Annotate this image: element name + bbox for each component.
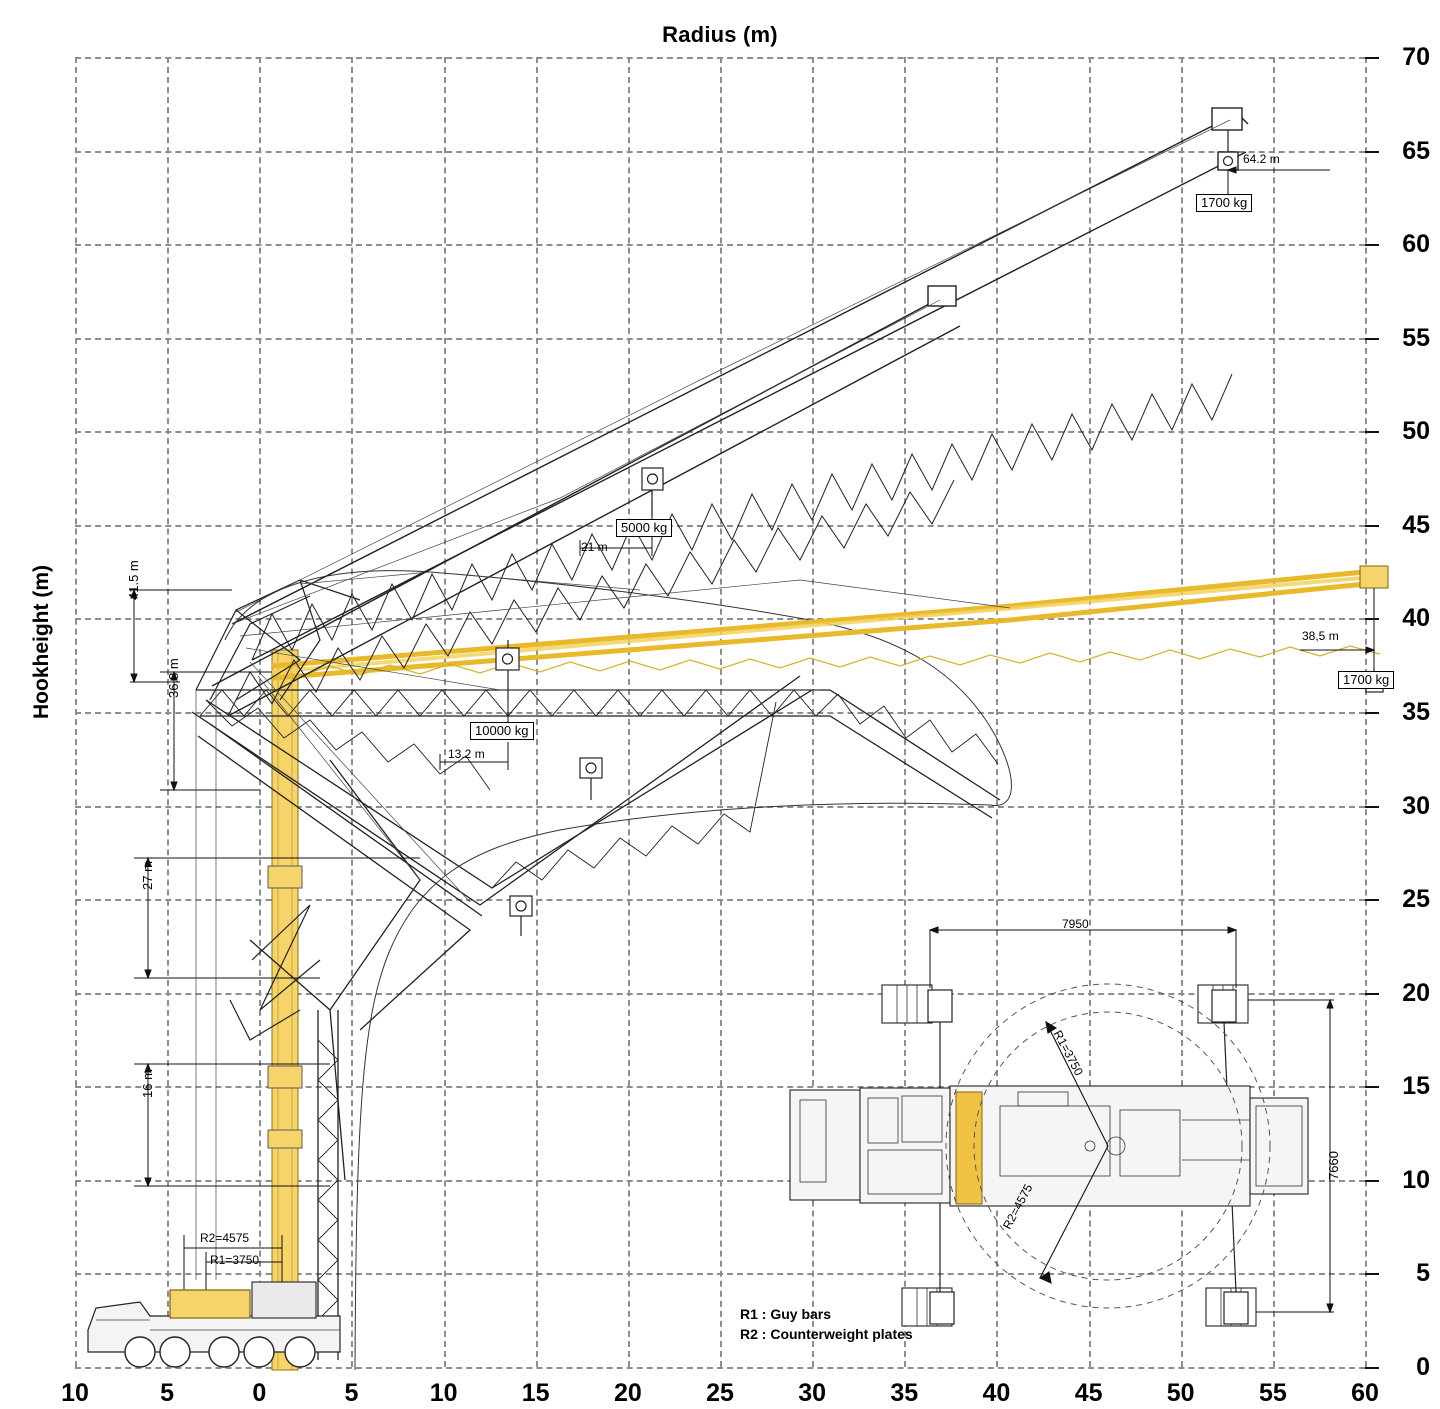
hook-lower-b	[510, 896, 532, 936]
y-tick-60: 60	[1402, 230, 1430, 259]
plan-r2-label: R2=4575	[1000, 1181, 1036, 1232]
y-tick-50: 50	[1402, 417, 1430, 446]
y-tick-10: 10	[1402, 1165, 1430, 1194]
plan-r1-label: R1=3750	[1050, 1028, 1087, 1078]
x-tick-15: 15	[521, 1379, 550, 1407]
hook-lower-a	[580, 758, 602, 800]
x-tick-30: 30	[798, 1379, 826, 1407]
callout-hookheight-64: 64.2 m	[1243, 152, 1280, 166]
y-tick-5: 5	[1416, 1259, 1430, 1288]
x-tick-20: 20	[613, 1379, 642, 1407]
x-tick-n5: 5	[160, 1379, 175, 1407]
y-tick-30: 30	[1402, 791, 1430, 820]
hook-10000	[496, 640, 519, 700]
x-tick-35: 35	[890, 1379, 919, 1407]
dimension-27m: 27 m	[140, 861, 155, 890]
y-tick-45: 45	[1402, 510, 1430, 539]
dimension-41-5m: 41.5 m	[126, 560, 141, 600]
y-axis-label: Hookheight (m)	[30, 565, 53, 719]
legend-line-r2: R2 : Counterweight plates	[740, 1326, 913, 1342]
y-tick-70: 70	[1402, 43, 1430, 71]
y-tick-40: 40	[1402, 604, 1430, 633]
lattice-boom-steep	[232, 108, 1248, 660]
y-tick-20: 20	[1402, 978, 1430, 1007]
plan-width-dimension: 7950	[1062, 917, 1089, 931]
y-tick-35: 35	[1402, 698, 1430, 726]
chart-title: Radius (m)	[662, 22, 778, 47]
callout-capacity-10000: 10000 kg	[470, 722, 534, 740]
plan-depth-dimension: 7660	[1326, 1151, 1341, 1180]
callout-capacity-5000: 5000 kg	[616, 519, 672, 537]
dimension-r1-side: R1=3750	[210, 1253, 260, 1267]
dimension-r2-side: R2=4575	[200, 1231, 250, 1245]
x-tick-5: 5	[344, 1379, 359, 1407]
legend-line-r1: R1 : Guy bars	[740, 1306, 832, 1322]
x-tick-45: 45	[1074, 1379, 1103, 1407]
dimension-36-8m: 36.8 m	[166, 658, 181, 698]
carrier-truck-side-view	[88, 1282, 340, 1367]
x-tick-60: 60	[1351, 1379, 1379, 1407]
y-tick-15: 15	[1402, 1072, 1430, 1101]
x-tick-n10: 10	[61, 1379, 89, 1407]
y-tick-55: 55	[1402, 323, 1430, 352]
plan-view-drawing	[790, 927, 1334, 1326]
callout-radius-13-2: 13.2 m	[448, 747, 485, 761]
callout-hookheight-38-5: 38,5 m	[1302, 629, 1339, 643]
callout-capacity-1700-right: 1700 kg	[1338, 671, 1394, 689]
x-tick-10: 10	[429, 1379, 458, 1407]
y-tick-65: 65	[1402, 136, 1430, 165]
y-tick-25: 25	[1402, 885, 1430, 914]
x-tick-25: 25	[706, 1379, 734, 1407]
y-tick-0: 0	[1416, 1353, 1430, 1381]
x-tick-0: 0	[252, 1379, 267, 1407]
callout-radius-21: 21 m	[581, 540, 608, 554]
dimension-16m: 16 m	[140, 1069, 155, 1098]
x-tick-55: 55	[1258, 1379, 1287, 1407]
yellow-jib	[272, 566, 1388, 692]
x-tick-50: 50	[1166, 1379, 1195, 1407]
callout-capacity-1700-top: 1700 kg	[1196, 194, 1252, 212]
x-tick-40: 40	[982, 1379, 1011, 1407]
